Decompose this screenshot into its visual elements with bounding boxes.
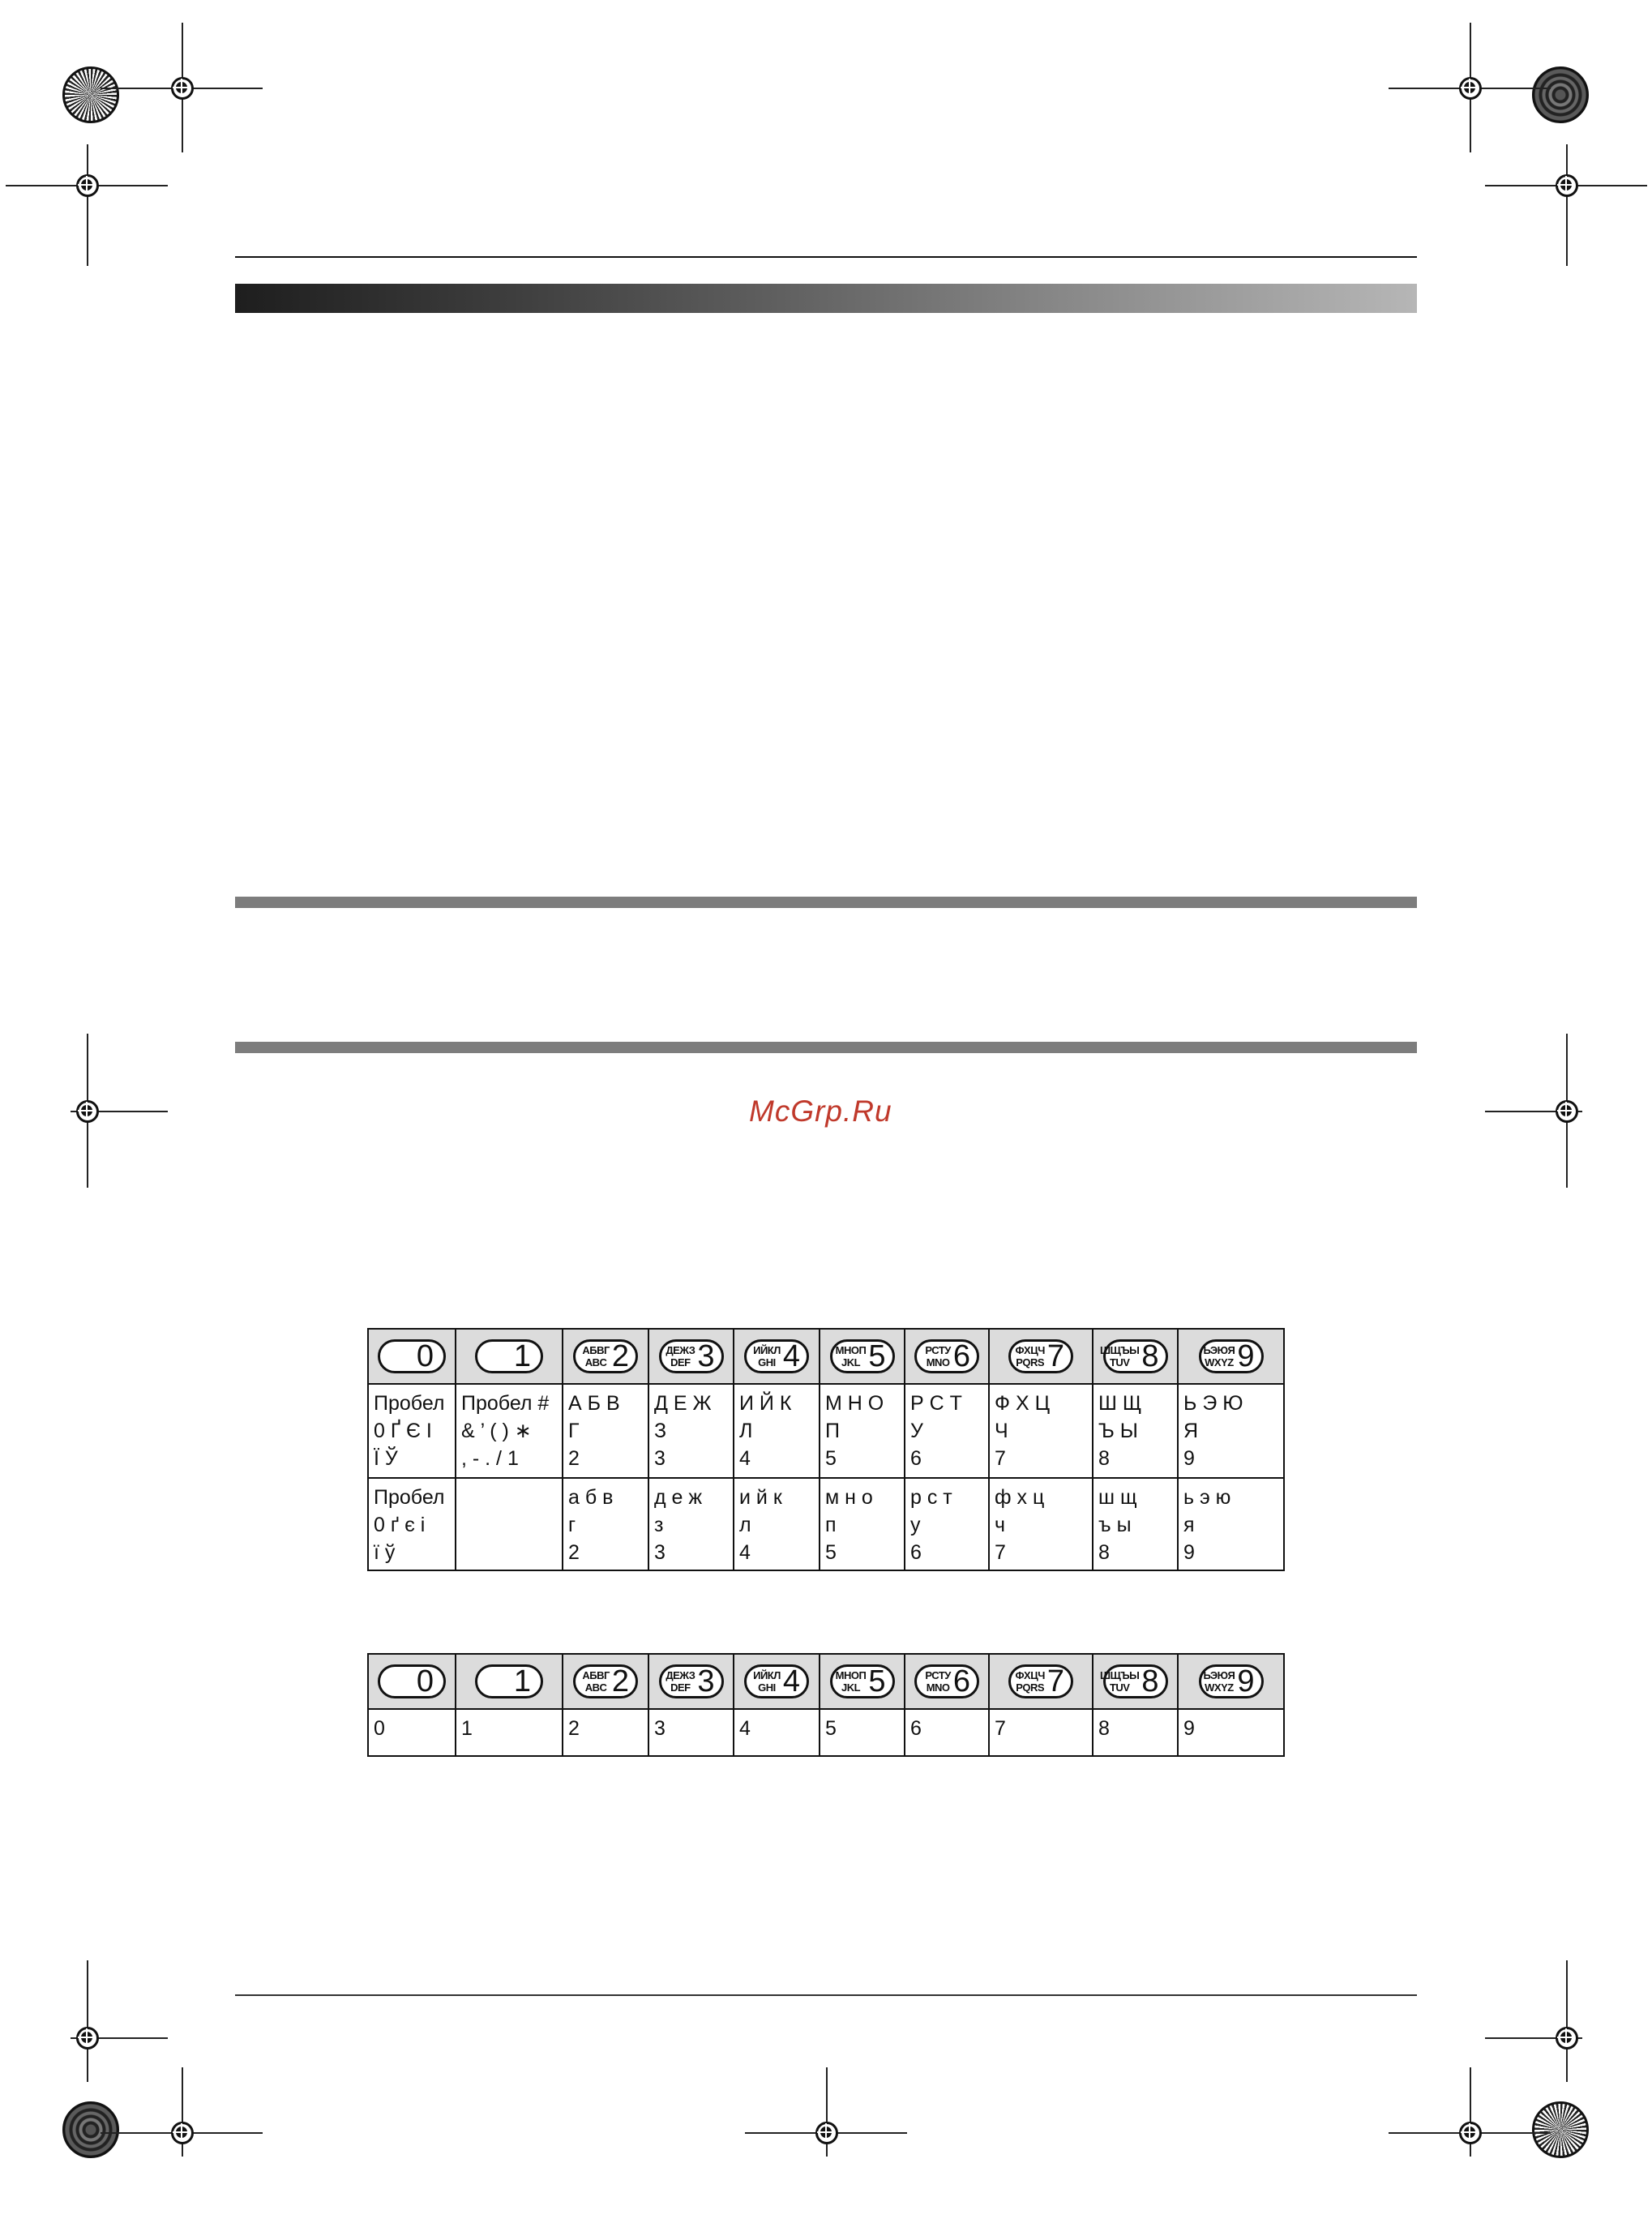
key-3-icon: ДЕЖЗ DEF 3: [659, 1339, 724, 1373]
key-6-icon: РСТУ MNO 6: [914, 1339, 979, 1373]
table-cell: ь э ю я 9: [1178, 1478, 1284, 1570]
key-2-icon: АБВГ ABC 2: [573, 1664, 638, 1698]
key-1-icon: 1: [475, 1664, 543, 1698]
table-cell: м н о п 5: [820, 1478, 905, 1570]
section-bar-top: [235, 897, 1417, 908]
table-cell: 3: [648, 1709, 734, 1756]
key-1-icon: 1: [475, 1339, 543, 1373]
table-cell: Ь Э Ю Я 9: [1178, 1384, 1284, 1478]
key-cell: [820, 1329, 905, 1384]
table-cell: Ш Щ Ъ Ы 8: [1093, 1384, 1178, 1478]
table-cell: Р С Т У 6: [905, 1384, 989, 1478]
key-5-icon: МНОП JKL 5: [830, 1339, 895, 1373]
table-cell: р с т у 6: [905, 1478, 989, 1570]
key-cell: [1093, 1329, 1178, 1384]
table-cell: а б в г 2: [563, 1478, 648, 1570]
key-0-icon: 0: [378, 1664, 446, 1698]
table-cell: и й к л 4: [734, 1478, 820, 1570]
key-4-icon: ИЙКЛ GHI 4: [744, 1664, 809, 1698]
key-9-icon: ЬЭЮЯ WXYZ 9: [1199, 1664, 1264, 1698]
key-8-icon: ШЩЪЫ TUV 8: [1103, 1339, 1168, 1373]
section-bar-bottom: [235, 1042, 1417, 1053]
table-cell: 2: [563, 1709, 648, 1756]
header-gradient-bar: [235, 284, 1417, 313]
lowercase-row: [368, 1478, 1284, 1570]
table-cell: 0: [368, 1709, 456, 1756]
watermark-text: McGrp.Ru: [749, 1094, 892, 1128]
footer-rule: [235, 1994, 1417, 1996]
key-cell: [989, 1654, 1093, 1709]
table-cell: д е ж з 3: [648, 1478, 734, 1570]
digit-row: [368, 1709, 1284, 1756]
table-cell: Д Е Ж З 3: [648, 1384, 734, 1478]
key-7-icon: ФХЦЧ PQRS 7: [1008, 1339, 1073, 1373]
table-cell: Ф Х Ц Ч 7: [989, 1384, 1093, 1478]
table-cell: ф х ц ч 7: [989, 1478, 1093, 1570]
key-cell: [648, 1654, 734, 1709]
table-cell: 7: [989, 1709, 1093, 1756]
table-cell: 1: [456, 1709, 563, 1756]
key-cell: [1178, 1329, 1284, 1384]
key-3-icon: ДЕЖЗ DEF 3: [659, 1664, 724, 1698]
key-cell: [734, 1329, 820, 1384]
key-cell: [1178, 1654, 1284, 1709]
key-cell: [563, 1329, 648, 1384]
table-cell: 8: [1093, 1709, 1178, 1756]
key-row: [368, 1654, 1284, 1709]
table-cell: Пробел 0 Ґ Є І Ї Ў: [368, 1384, 456, 1478]
key-7-icon: ФХЦЧ PQRS 7: [1008, 1664, 1073, 1698]
table-cell: ш щ ъ ы 8: [1093, 1478, 1178, 1570]
key-2-icon: АБВГ ABC 2: [573, 1339, 638, 1373]
table-cell: [456, 1478, 563, 1570]
key-cell: [563, 1654, 648, 1709]
key-6-icon: РСТУ MNO 6: [914, 1664, 979, 1698]
key-8-icon: ШЩЪЫ TUV 8: [1103, 1664, 1168, 1698]
table-cell: М Н О П 5: [820, 1384, 905, 1478]
key-cell: [989, 1329, 1093, 1384]
key-row: [368, 1329, 1284, 1384]
table-cell: 4: [734, 1709, 820, 1756]
key-cell: [368, 1329, 456, 1384]
key-9-icon: ЬЭЮЯ WXYZ 9: [1199, 1339, 1264, 1373]
key-cell: [820, 1654, 905, 1709]
header-rule: [235, 256, 1417, 258]
key-5-icon: МНОП JKL 5: [830, 1664, 895, 1698]
table-cell: 5: [820, 1709, 905, 1756]
key-cell: [648, 1329, 734, 1384]
table-cell: И Й К Л 4: [734, 1384, 820, 1478]
table-cell: Пробел # & ’ ( ) ∗ , - . / 1: [456, 1384, 563, 1478]
table-cell: 9: [1178, 1709, 1284, 1756]
digit-table: [367, 1653, 1285, 1757]
character-table: [367, 1328, 1285, 1571]
table-cell: Пробел 0 ґ є і ї ў: [368, 1478, 456, 1570]
key-cell: [734, 1654, 820, 1709]
key-cell: [905, 1654, 989, 1709]
key-0-icon: 0: [378, 1339, 446, 1373]
key-cell: [1093, 1654, 1178, 1709]
table-cell: 6: [905, 1709, 989, 1756]
key-cell: [905, 1329, 989, 1384]
key-cell: [368, 1654, 456, 1709]
key-cell: [456, 1329, 563, 1384]
uppercase-row: [368, 1384, 1284, 1478]
key-4-icon: ИЙКЛ GHI 4: [744, 1339, 809, 1373]
table-cell: А Б В Г 2: [563, 1384, 648, 1478]
key-cell: [456, 1654, 563, 1709]
